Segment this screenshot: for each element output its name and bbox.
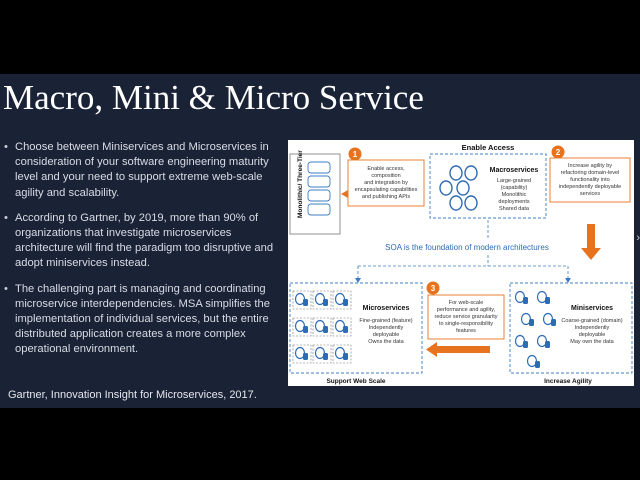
step-1-line: encapsulating capabilities	[354, 187, 418, 193]
macroservices-title: Macroservices	[489, 167, 539, 174]
step-1-number: 1	[352, 150, 358, 159]
micro-line: Independently	[368, 325, 404, 331]
step-3-line: For web-scale	[448, 300, 484, 306]
step-1-line: Enable access,	[367, 166, 405, 172]
bullet-list	[3, 140, 278, 368]
arrow-down-icon	[355, 278, 361, 283]
step-1-line: composition	[371, 173, 401, 179]
bullet-text: The challenging part is managing and coordinating microservice interdependencies. MSA simplifies the implementation of individual services, but the entire distributed application creates a more complex operational environment.	[15, 282, 270, 356]
step-3-number: 3	[430, 284, 436, 293]
step-2-line: functionality into	[570, 177, 610, 183]
macro-line: deployments	[498, 199, 530, 205]
macro-line: Large-grained	[496, 178, 532, 184]
monolithic-label: Monolithic/ Three-Tier	[297, 150, 304, 218]
macro-line: (capability)	[500, 185, 528, 191]
soa-text: SOA is the foundation of modern architectures	[385, 243, 549, 252]
bullet-dot: •	[4, 211, 8, 224]
bullet-text: According to Gartner, by 2019, more than 90% of organizations that investigate microservices architecture will find the paradigm too disruptive and adopt miniservices instead.	[15, 211, 274, 270]
macroservices-text	[497, 178, 531, 212]
support-web-scale-label: Support Web Scale	[326, 378, 386, 385]
enable-access-label: Enable Access	[461, 143, 515, 152]
micro-line: Fine-grained (feature)	[359, 318, 413, 324]
macro-line: Monolithic	[501, 192, 527, 198]
micro-line: deployable	[372, 332, 400, 338]
arrow-left-icon	[426, 342, 490, 357]
step-1-line: and publishing APIs	[361, 194, 411, 200]
micro-db-grid-icon	[293, 291, 351, 363]
next-slide-icon[interactable]: ›	[636, 232, 640, 244]
bullet-item	[3, 140, 278, 201]
microservices-title: Microservices	[362, 305, 410, 312]
step-2-number: 2	[555, 148, 561, 157]
mini-line: Coarse-grained (domain)	[561, 318, 623, 324]
step-2-line: independently deployable	[558, 184, 622, 190]
step-2-line: refactoring domain-level	[560, 170, 620, 176]
mini-line: deployable	[578, 332, 606, 338]
bullet-item	[3, 282, 278, 358]
mini-line: Independently	[574, 325, 610, 331]
step-3-line: performance and agility,	[436, 307, 496, 313]
macro-line: Shared data	[499, 206, 529, 212]
architecture-diagram	[288, 140, 634, 386]
arrow-down-icon	[565, 278, 571, 283]
bullet-item	[3, 211, 278, 272]
step-3-line: to single-responsibility	[438, 321, 494, 327]
bullet-dot: •	[4, 282, 8, 295]
arrow-left-icon	[341, 190, 348, 198]
slide-footer: Gartner, Innovation Insight for Microservices, 2017.	[8, 389, 257, 401]
slide-title: Macro, Mini & Micro Service	[3, 78, 424, 117]
diagram-svg	[288, 140, 634, 386]
mini-line: May own the data	[570, 339, 614, 345]
arrow-down-icon	[581, 224, 601, 260]
bullet-dot: •	[4, 141, 8, 153]
step-3-line: features	[456, 328, 476, 334]
micro-line: Owns the data	[368, 339, 404, 345]
increase-agility-label: Increase Agility	[544, 378, 592, 385]
step-3-line: reduce service granularity	[434, 314, 498, 320]
bullet-text: Choose between Miniservices and Microservices in consideration of your software engineering maturity level and your need to support extreme web-scale agility and scalability.	[15, 141, 269, 199]
step-2-line: Increase agility by	[567, 163, 613, 169]
step-2-line: services	[579, 191, 601, 197]
step-1-line: and integration by	[364, 180, 408, 186]
slide	[0, 74, 640, 408]
miniservices-title: Miniservices	[570, 305, 614, 312]
